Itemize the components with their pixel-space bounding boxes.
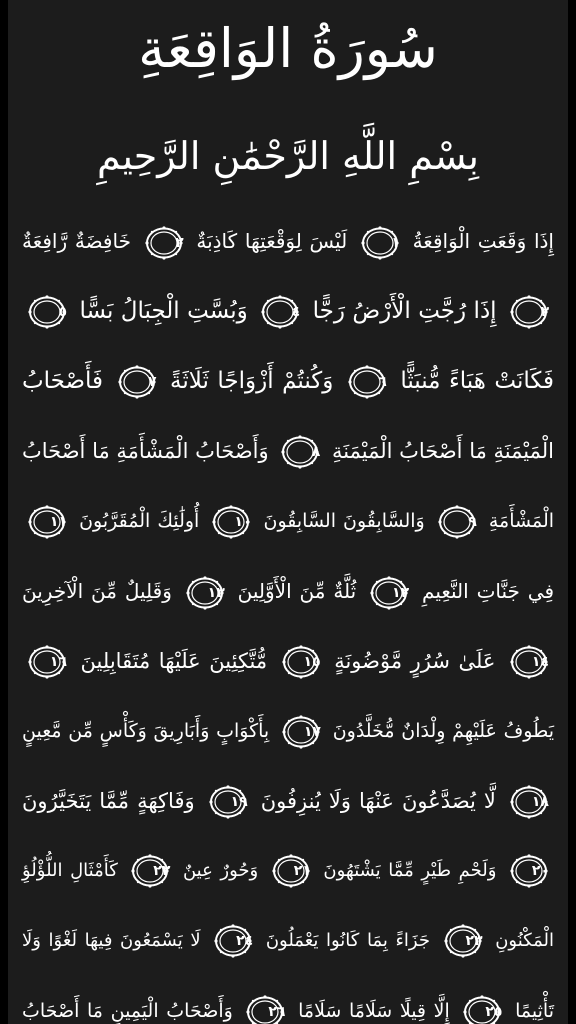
ayah-number: ٤	[291, 303, 301, 320]
ayah-number: ١٦	[49, 654, 67, 670]
verse-line	[22, 276, 554, 346]
verse-text: لَيْسَ لِوَقْعَتِهَا كَاذِبَةٌ	[196, 229, 348, 253]
ayah-number-marker	[509, 784, 549, 820]
verse-text: أُولَٰئِكَ الْمُقَرَّبُونَ	[79, 510, 200, 532]
verse-line	[22, 416, 554, 486]
ayah-number-marker	[185, 575, 225, 611]
ayah-number-marker	[369, 575, 409, 611]
ayah-number: ١٨	[531, 794, 549, 810]
surah-title: سُورَةُ الوَاقِعَةِ	[138, 17, 438, 80]
verse-line	[22, 836, 554, 906]
ayah-number: ٢٢	[153, 863, 171, 879]
verse-text: وَحُورٌ عِينٌ	[182, 860, 259, 881]
verse-text: الْمَيْمَنَةِ مَا أَصْحَابُ الْمَيْمَنَةِ	[332, 439, 554, 463]
verse-text: وَلَحْمِ طَيْرٍ مِّمَّا يَشْتَهُونَ	[323, 860, 497, 881]
verse-line	[22, 696, 554, 766]
ayah-number-marker	[360, 225, 400, 261]
verse-text: كَأَمْثَالِ اللُّؤْلُؤِ	[22, 860, 118, 881]
verse-line	[22, 766, 554, 836]
ayah-number-marker	[117, 364, 157, 400]
verses-block	[22, 206, 554, 1024]
ayah-number: ١٠	[234, 513, 252, 530]
ayah-number-marker	[443, 923, 483, 959]
ayah-number-marker	[245, 994, 285, 1024]
ayah-number-marker	[271, 853, 311, 889]
verse-text: إِذَا رُجَّتِ الْأَرْضُ رَجًّا	[312, 298, 497, 324]
ayah-number: ٨	[311, 444, 321, 460]
verse-text: وَالسَّابِقُونَ السَّابِقُونَ	[263, 510, 425, 532]
verse-text: خَافِضَةٌ رَّافِعَةٌ	[22, 229, 131, 253]
ayah-number: ٢	[175, 234, 184, 251]
verse-line	[22, 486, 554, 556]
verse-text: وَفَاكِهَةٍ مِّمَّا يَتَخَيَّرُونَ	[22, 789, 195, 813]
ayah-number-marker	[462, 994, 502, 1024]
verse-line	[22, 206, 554, 276]
ayah-number: ٢٣	[465, 933, 483, 949]
verse-text: لَا يَسْمَعُونَ فِيهَا لَغْوًا وَلَا	[22, 930, 201, 951]
ayah-number-marker	[281, 714, 321, 750]
ayah-number: ٢٥	[485, 1003, 503, 1020]
ayah-number: ١٢	[392, 584, 410, 601]
verse-text: فَكَانَتْ هَبَاءً مُّنبَثًّا	[400, 368, 555, 394]
verse-text: ثُلَّةٌ مِّنَ الْأَوَّلِينَ	[237, 579, 357, 603]
verse-line	[22, 556, 554, 626]
verse-text: مُّتَّكِئِينَ عَلَيْهَا مُتَقَابِلِينَ	[80, 649, 268, 673]
ayah-number-marker	[347, 364, 387, 400]
verse-text: لَّا يُصَدَّعُونَ عَنْهَا وَلَا يُنزِفُونَ	[260, 789, 496, 813]
ayah-number: ١٣	[207, 584, 225, 601]
ayah-number: ٥	[58, 303, 67, 320]
ayah-number-marker	[27, 294, 67, 330]
ayah-number-marker	[208, 784, 248, 820]
verse-line	[22, 626, 554, 696]
ayah-number-marker	[281, 644, 321, 680]
ayah-number-marker	[130, 853, 170, 889]
verse-text: فِي جَنَّاتِ النَّعِيمِ	[422, 579, 555, 603]
ayah-number-marker	[509, 294, 549, 330]
verse-text: الْمَكْنُونِ	[495, 930, 554, 951]
ayah-number: ٢٦	[268, 1003, 286, 1020]
verse-text: إِلَّا قِيلًا سَلَامًا سَلَامًا	[298, 1000, 450, 1022]
verse-text: إِذَا وَقَعَتِ الْوَاقِعَةُ	[412, 229, 554, 253]
verse-text: وَقَلِيلٌ مِّنَ الْآخِرِينَ	[22, 579, 172, 603]
verse-text: الْمَشْأَمَةِ	[488, 510, 555, 532]
verse-text: وَكُنتُمْ أَزْوَاجًا ثَلَاثَةً	[170, 368, 334, 394]
verse-line	[22, 976, 554, 1024]
verse-line	[22, 346, 554, 416]
mushaf-page	[8, 0, 568, 1024]
verse-line	[22, 906, 554, 976]
ayah-number: ٢٤	[236, 933, 254, 949]
ayah-number: ٣	[540, 303, 550, 320]
verse-text: وَأَصْحَابُ الْمَشْأَمَةِ مَا أَصْحَابُ	[22, 439, 269, 463]
ayah-number-marker	[144, 225, 184, 261]
basmala: بِسْمِ اللَّهِ الرَّحْمَٰنِ الرَّحِيمِ	[97, 134, 479, 178]
ayah-number-marker	[211, 504, 251, 540]
ayah-number: ٢١	[293, 863, 311, 879]
verse-text: يَطُوفُ عَلَيْهِمْ وِلْدَانٌ مُّخَلَّدُونَ	[332, 720, 554, 742]
ayah-number-marker	[437, 504, 477, 540]
ayah-number: ١٥	[303, 654, 321, 670]
ayah-number-marker	[213, 923, 253, 959]
verse-text: وَأَصْحَابُ الْيَمِينِ مَا أَصْحَابُ	[22, 1000, 233, 1022]
verse-text: فَأَصْحَابُ	[22, 368, 104, 394]
verse-text: وَبُسَّتِ الْجِبَالُ بَسًّا	[79, 298, 248, 324]
verse-text: عَلَىٰ سُرُرٍ مَّوْضُونَةٍ	[334, 649, 496, 673]
verse-text: تَأْثِيمًا	[515, 1000, 554, 1022]
ayah-number-marker	[27, 644, 67, 680]
verse-text: جَزَاءً بِمَا كَانُوا يَعْمَلُونَ	[265, 930, 430, 951]
ayah-number: ١	[391, 234, 400, 251]
ayah-number-marker	[27, 504, 67, 540]
ayah-number: ٢٠	[531, 863, 549, 879]
ayah-number: ١٤	[531, 654, 549, 670]
ayah-number: ١١	[49, 513, 67, 530]
ayah-number-marker	[260, 294, 300, 330]
ayah-number: ٩	[468, 513, 477, 530]
ayah-number: ٧	[148, 373, 157, 390]
ayah-number: ١٧	[303, 723, 321, 740]
verse-text: بِأَكْوَابٍ وَأَبَارِيقَ وَكَأْسٍ مِّن مَّعِينٍ	[22, 720, 270, 742]
ayah-number: ١٩	[230, 794, 248, 810]
ayah-number-marker	[509, 853, 549, 889]
ayah-number-marker	[509, 644, 549, 680]
ayah-number: ٦	[378, 373, 387, 390]
ayah-number-marker	[280, 434, 320, 470]
